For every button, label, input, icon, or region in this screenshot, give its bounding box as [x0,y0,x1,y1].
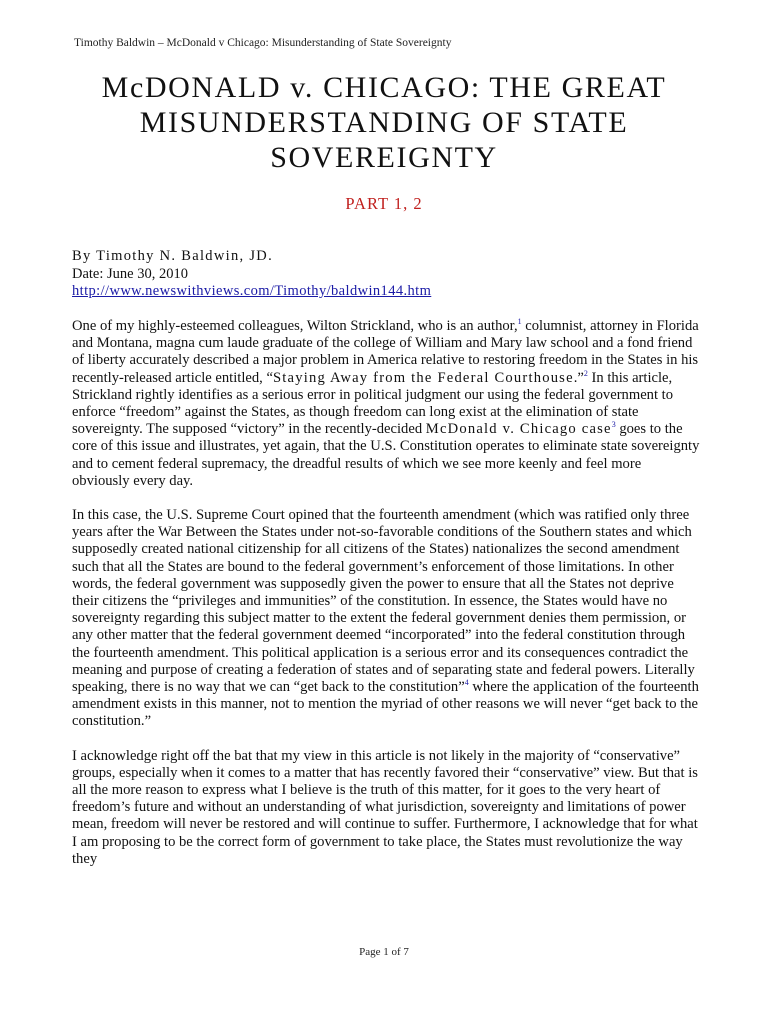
footnote-ref-3[interactable]: 3 [611,420,616,430]
footnote-ref-2[interactable]: 2 [583,368,588,378]
page-number: Page 1 of 7 [359,946,409,958]
paragraph-1: One of my highly-esteemed colleagues, Wilton Strickland, who is an author,$^1$ columnist, attorney in Florida and Montana, magna cum laude graduate of the college of William and Mary law school and a fond friend of liberty accurately described a major problem in America relative to restoring freedom in the States in his recently-released article entitled, “Staying Away from the Federal Courthouse.”$^2$ In this article, Strickland rightly identifies as a serious error in political judgment our using the federal government to enforce “freedom” against the States, as though freedom can long exist at the elimination of state sovereignty. The supposed “victory” in the recently-decided McDonald v. Chicago case$^3$ goes to the core of this issue and illustrates, yet again, that the U.S. Constitution operates to eliminate state sovereignty and to cement federal supremacy, the dreadful results of which we see more keenly and feel more obviously every day. [72,317,700,489]
footnote-ref-4[interactable]: 4 [464,678,469,688]
running-header: Timothy Baldwin – McDonald v Chicago: Misunderstanding of State Sovereignty [74,37,452,49]
case-name: McDonald v. Chicago case [425,421,612,438]
footnote-ref-1[interactable]: 1 [517,317,522,326]
part-label: PART 1, 2 [345,194,423,213]
date-line: Date: June 30, 2010 [72,265,188,282]
article-body [72,318,702,885]
document-title [60,70,708,175]
paragraph-3: I acknowledge right off the bat that my view in this article is not likely in the majority of “conservative” groups, especially when it comes to a matter that has recently favored their “conservative” view. But that is all the more reason to express what I believe is the truth of this matter, for it goes to the very heart of freedom’s future and without an understanding of what jurisdiction, sovereignty and limitations of power mean, freedom will never be restored and will continue to suffer. Furthermore, I acknowledge that for what I am proposing to be the correct form of government to take place, the States must revolutionize the way they [72,747,698,867]
title-line: SOVEREIGNTY [270,141,498,174]
byline: By Timothy N. Baldwin, JD. [72,248,273,264]
article-title-ref: Staying Away from the Federal Courthouse [272,369,574,386]
title-line: McDONALD v. CHICAGO: THE GREAT [101,71,667,104]
source-link[interactable]: http://www.newswithviews.com/Timothy/baldwin144.htm [72,283,432,299]
paragraph-2: In this case, the U.S. Supreme Court opined that the fourteenth amendment (which was ratified only three years after the War Between the States under not-so-favorable conditions of the Southern states and which supposedly created national citizenship for all citizens of the States) nationalizes the second amendment such that all the States are bound to the federal government’s enforcement of those limitations. In other words, the federal government was supposedly given the power to ensure that all the States not deprive their citizens the “privileges and immunities” of the constitution. In essence, the States would have no sovereignty regarding this subject matter to the extent the federal government denies them permission, or any other matter that the federal government deemed “incorporated” into the federal constitution through the fourteenth amendment. This political application is a serious error and its consequences contradict the meaning and purpose of creating a federation of states and of separating state and federal powers. Literally speaking, there is no way that we can “get back to the constitution”$^4$ where the application of the fourteenth amendment exists in this manner, not to mention the myriad of other reasons we will never “get back to the constitution.” [72,507,699,730]
article-meta [72,248,431,301]
title-line: MISUNDERSTANDING OF STATE [139,106,629,139]
